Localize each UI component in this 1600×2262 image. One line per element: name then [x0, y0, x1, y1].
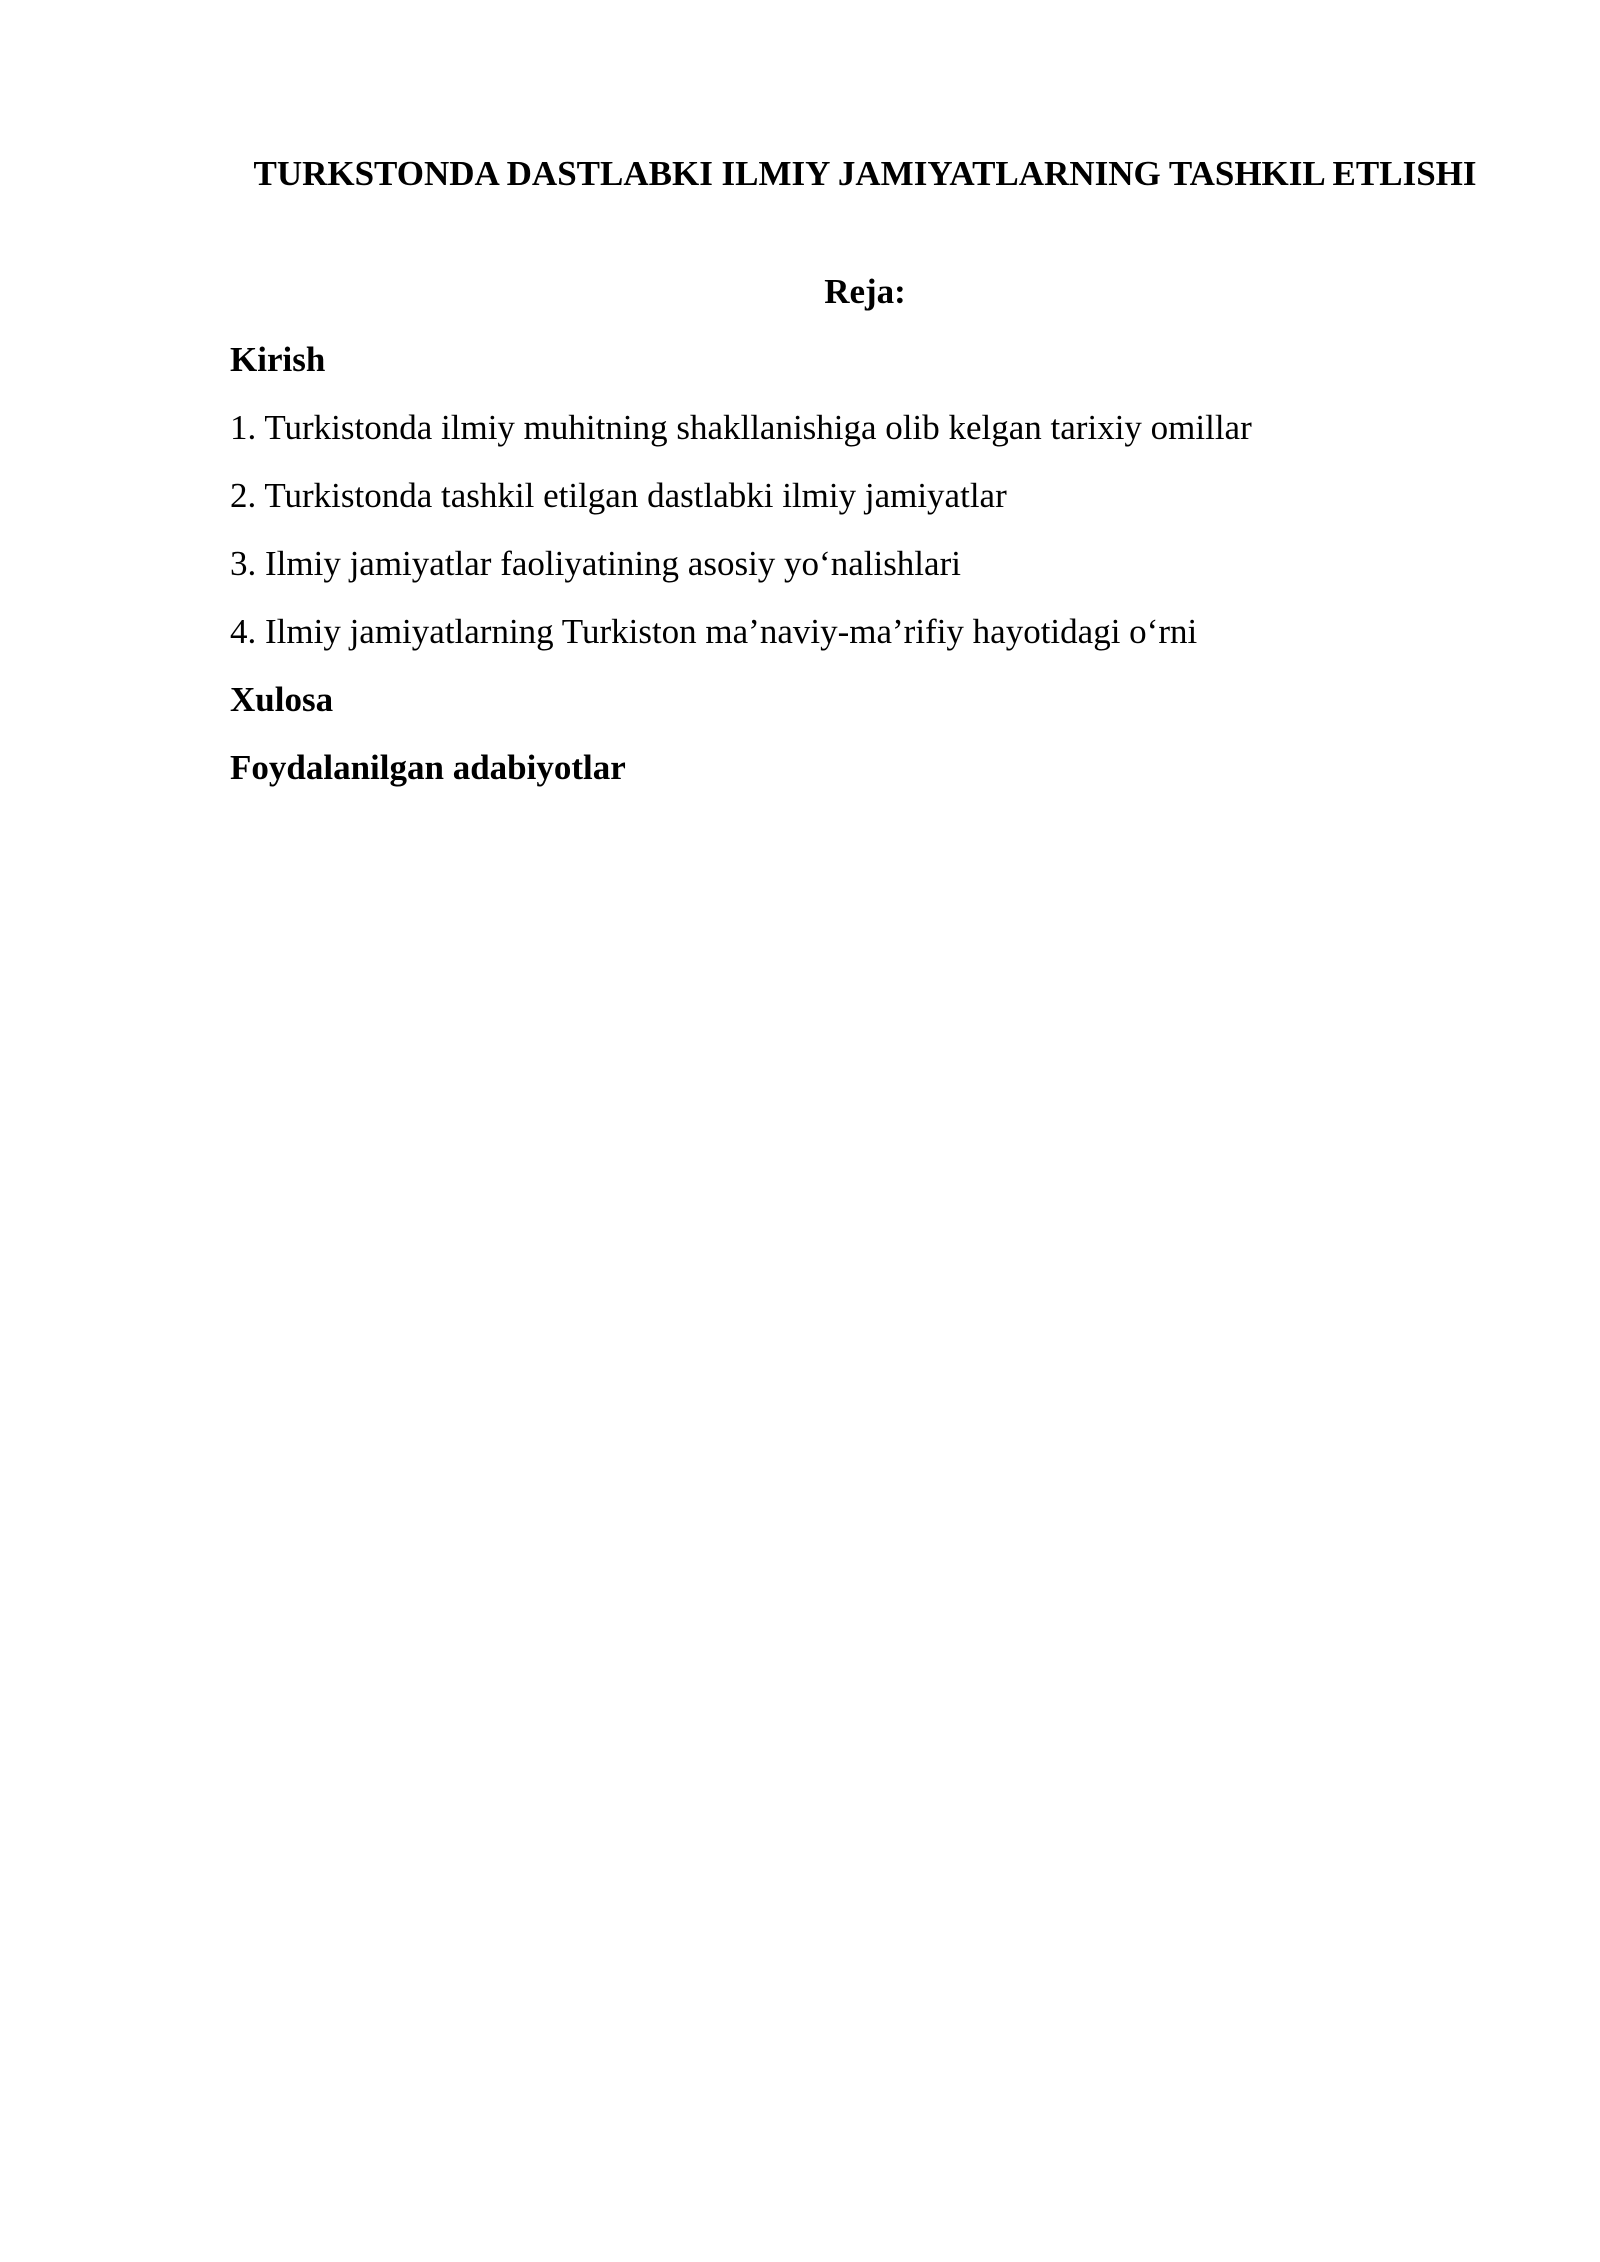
plan-item-1: 1. Turkistonda ilmiy muhitning shakllanishiga olib kelgan tarixiy omillar — [230, 408, 1252, 447]
plan-item-2: 2. Turkistonda tashkil etilgan dastlabki ilmiy jamiyatlar — [230, 476, 1007, 515]
plan-heading: Reja: — [824, 272, 906, 311]
intro-heading: Kirish — [230, 340, 326, 379]
plan-item-4: 4. Ilmiy jamiyatlarning Turkiston ma’naviy-ma’rifiy hayotidagi o‘rni — [230, 612, 1198, 651]
plan-item-3: 3. Ilmiy jamiyatlar faoliyatining asosiy yo‘nalishlari — [230, 544, 961, 583]
conclusion-heading: Xulosa — [230, 680, 334, 719]
document-title: TURKSTONDA DASTLABKI ILMIY JAMIYATLARNING TASHKIL ETLISHI — [253, 154, 1477, 193]
references-heading: Foydalanilgan adabiyotlar — [230, 748, 626, 787]
